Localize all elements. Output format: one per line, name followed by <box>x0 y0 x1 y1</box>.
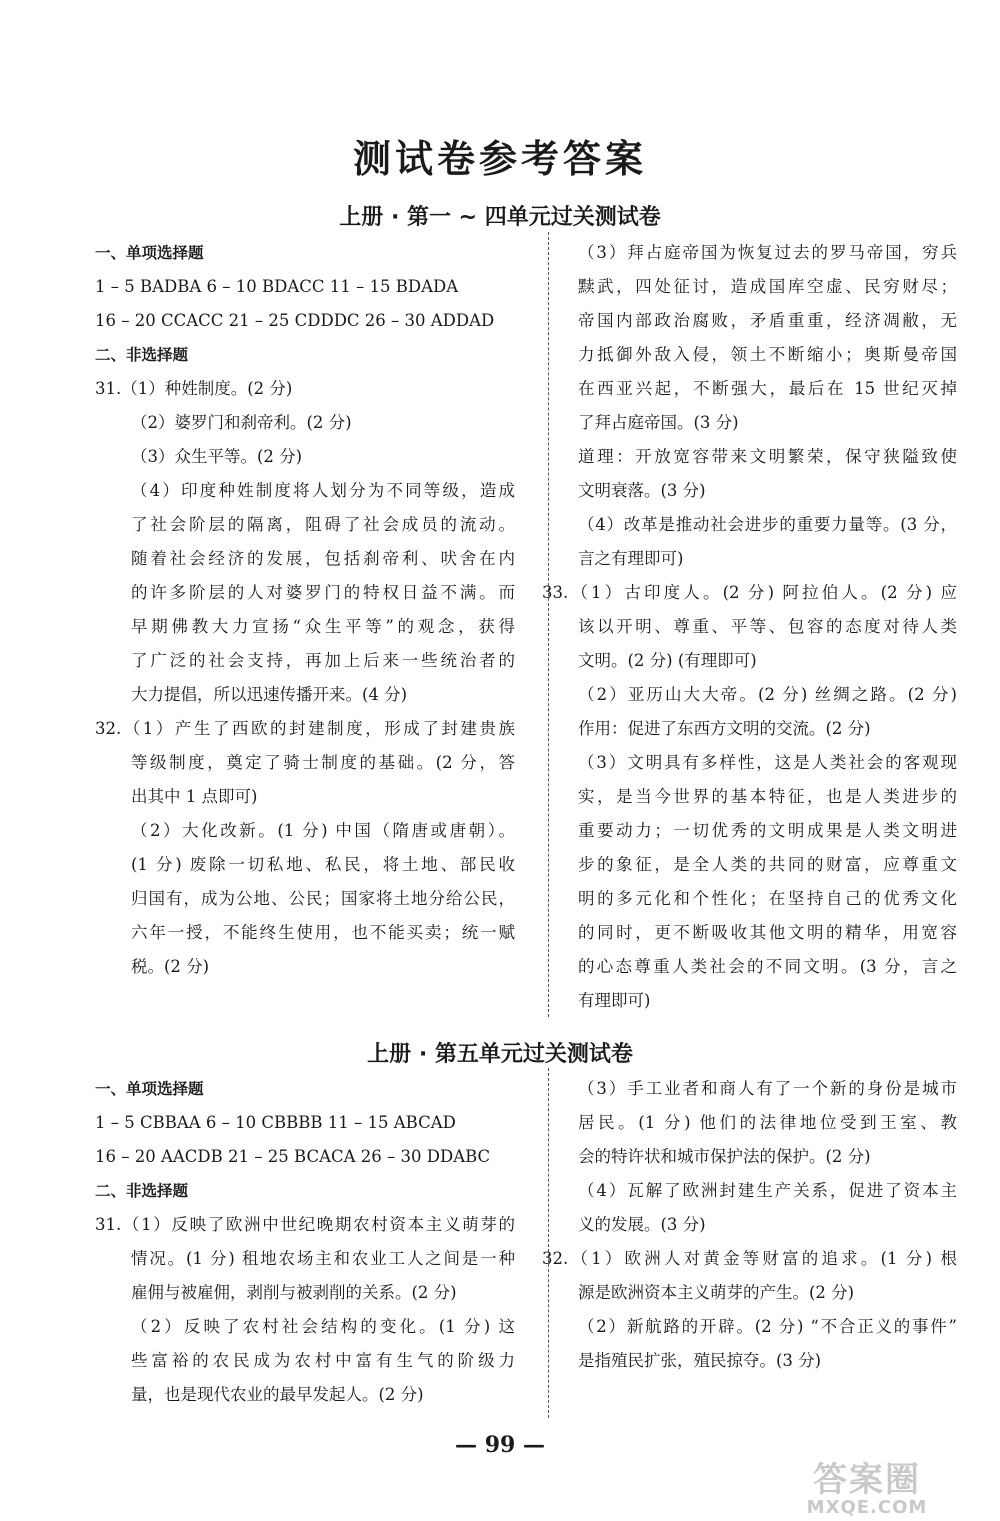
answer-line: 早期佛教大力宣扬“众生平等”的观念，获得 <box>131 617 515 636</box>
answer-line: 言之有理即可) <box>578 549 684 568</box>
answer-line: 实，是当今世界的基本特征，也是人类进步的 <box>578 787 957 806</box>
answer-line: 文明。(2 分) (有理即可) <box>578 651 757 670</box>
answer-line: 16 – 20 CCACC 21 – 25 CDDDC 26 – 30 ADDAD <box>95 311 495 330</box>
answer-line: （4）印度种姓制度将人划分为不同等级，造成 <box>131 481 515 500</box>
answer-line: 步的象征，是全人类的共同的财富，应尊重文 <box>578 855 957 874</box>
answer-line: 了广泛的社会支持，再加上后来一些统治者的 <box>131 651 515 670</box>
answer-line: 重要动力；一切优秀的文明成果是人类文明进 <box>578 821 957 840</box>
answer-line: 义的发展。(3 分) <box>578 1215 706 1234</box>
answer-line: （4）改革是推动社会进步的重要力量等。(3 分， <box>578 515 957 534</box>
page-number: — 99 — <box>455 1432 545 1458</box>
answer-line: 归国有，成为公地、公民；国家将土地分给公民， <box>131 889 515 908</box>
answer-line: 31.（1）反映了欧洲中世纪晚期农村资本主义萌芽的 <box>95 1215 515 1234</box>
answer-line: 税。(2 分) <box>131 957 210 976</box>
section-2-left-column <box>95 1072 515 1412</box>
answer-line: （3）拜占庭帝国为恢复过去的罗马帝国，穷兵 <box>578 243 957 262</box>
answer-line: （3）众生平等。(2 分) <box>131 447 303 466</box>
answer-line: 帝国内部政治腐败，矛盾重重，经济凋敝，无 <box>578 311 957 330</box>
section-2-right-column <box>542 1072 957 1378</box>
answer-line: 源是欧洲资本主义萌芽的产生。(2 分) <box>578 1283 855 1302</box>
section-1-left-column <box>95 236 515 984</box>
answer-line: 32.（1）产生了西欧的封建制度，形成了封建贵族 <box>95 719 515 738</box>
answer-line: 居民。(1 分) 他们的法律地位受到王室、教 <box>578 1113 957 1132</box>
answer-line: 1 – 5 CBBAA 6 – 10 CBBBB 11 – 15 ABCAD <box>95 1113 456 1132</box>
answer-line: 在西亚兴起，不断强大，最后在 15 世纪灭掉 <box>578 379 957 398</box>
answer-line: 是指殖民扩张，殖民掠夺。(3 分) <box>578 1351 822 1370</box>
answer-line: 六年一授，不能终生使用，也不能买卖；统一赋 <box>131 923 515 942</box>
answer-line: 的心态尊重人类社会的不同文明。(3 分，言之 <box>578 957 957 976</box>
answer-line: 大力提倡，所以迅速传播开来。(4 分) <box>131 685 408 704</box>
answer-line: 32.（1）欧洲人对黄金等财富的追求。(1 分) 根 <box>542 1249 957 1268</box>
answer-line: 量，也是现代农业的最早发起人。(2 分) <box>131 1385 424 1404</box>
answer-line: （2）反映了农村社会结构的变化。(1 分) 这 <box>131 1317 515 1336</box>
watermark-text: 答案圈 <box>813 1460 921 1500</box>
answer-line: 了社会阶层的隔离，阻碍了社会成员的流动。 <box>131 515 515 534</box>
answer-line: 黩武，四处征讨，造成国库空虚、民穷财尽； <box>578 277 957 296</box>
answer-line: （2）亚历山大大帝。(2 分) 丝绸之路。(2 分) <box>578 685 957 704</box>
answer-line: 等级制度，奠定了骑士制度的基础。(2 分，答 <box>131 753 515 772</box>
page-title: 测试卷参考答案 <box>352 137 647 181</box>
answer-line: （2）大化改新。(1 分) 中国（隋唐或唐朝）。 <box>131 821 515 840</box>
section-1-title: 上册 · 第一 ~ 四单元过关测试卷 <box>339 205 661 230</box>
answer-line: 的同时，更不断吸收其他文明的精华，用宽容 <box>578 923 957 942</box>
answer-line: （2）新航路的开辟。(2 分) “不合正义的事件” <box>578 1317 957 1336</box>
watermark-logo <box>752 1462 982 1517</box>
answer-line: 力抵御外敌入侵，领土不断缩小；奥斯曼帝国 <box>578 345 957 364</box>
section-1-right-column <box>542 236 957 1018</box>
answer-line: 出其中 1 点即可) <box>131 787 258 806</box>
answer-line: 作用：促进了东西方文明的交流。(2 分) <box>578 719 871 738</box>
heading-multiple-choice: 一、单项选择题 <box>95 1080 204 1098</box>
answer-line: 些富裕的农民成为农村中富有生气的阶级力 <box>131 1351 515 1370</box>
answer-line: 33.（1）古印度人。(2 分) 阿拉伯人。(2 分) 应 <box>542 583 957 602</box>
heading-non-choice: 二、非选择题 <box>95 1182 189 1200</box>
answer-line: 1 – 5 BADBA 6 – 10 BDACC 11 – 15 BDADA <box>95 277 459 296</box>
answer-line: 会的特许状和城市保护法的保护。(2 分) <box>578 1147 871 1166</box>
answer-line: （3）手工业者和商人有了一个新的身份是城市 <box>578 1079 957 1098</box>
answer-line: 16 – 20 AACDB 21 – 25 BCACA 26 – 30 DDABC <box>95 1147 491 1166</box>
answer-line: 明的多元化和个性化；在坚持自己的优秀文化 <box>578 889 957 908</box>
answer-line: 雇佣与被雇佣，剥削与被剥削的关系。(2 分) <box>131 1283 457 1302</box>
answer-line: 该以开明、尊重、平等、包容的态度对待人类 <box>578 617 957 636</box>
answer-line: 有理即可) <box>578 991 651 1010</box>
heading-multiple-choice: 一、单项选择题 <box>95 244 204 262</box>
answer-line: 文明衰落。(3 分) <box>578 481 706 500</box>
answer-line: 31.（1）种姓制度。(2 分) <box>95 379 293 398</box>
answer-line: 随着社会经济的发展，包括刹帝利、吠舍在内 <box>131 549 515 568</box>
watermark-url: MXQE.COM <box>806 1497 928 1518</box>
answer-line: （2）婆罗门和刹帝利。(2 分) <box>131 413 352 432</box>
answer-line: （4）瓦解了欧洲封建生产关系，促进了资本主 <box>578 1181 957 1200</box>
answer-line: 道理：开放宽容带来文明繁荣，保守狭隘致使 <box>578 447 957 466</box>
heading-non-choice: 二、非选择题 <box>95 346 189 364</box>
answer-line: 了拜占庭帝国。(3 分) <box>578 413 739 432</box>
answer-line: 的许多阶层的人对婆罗门的特权日益不满。而 <box>131 583 515 602</box>
section-2-title: 上册 · 第五单元过关测试卷 <box>367 1042 633 1067</box>
answer-line: （3）文明具有多样性，这是人类社会的客观现 <box>578 753 957 772</box>
answer-line: 情况。(1 分) 租地农场主和农业工人之间是一种 <box>131 1249 515 1268</box>
answer-line: (1 分) 废除一切私地、私民，将土地、部民收 <box>131 855 515 874</box>
